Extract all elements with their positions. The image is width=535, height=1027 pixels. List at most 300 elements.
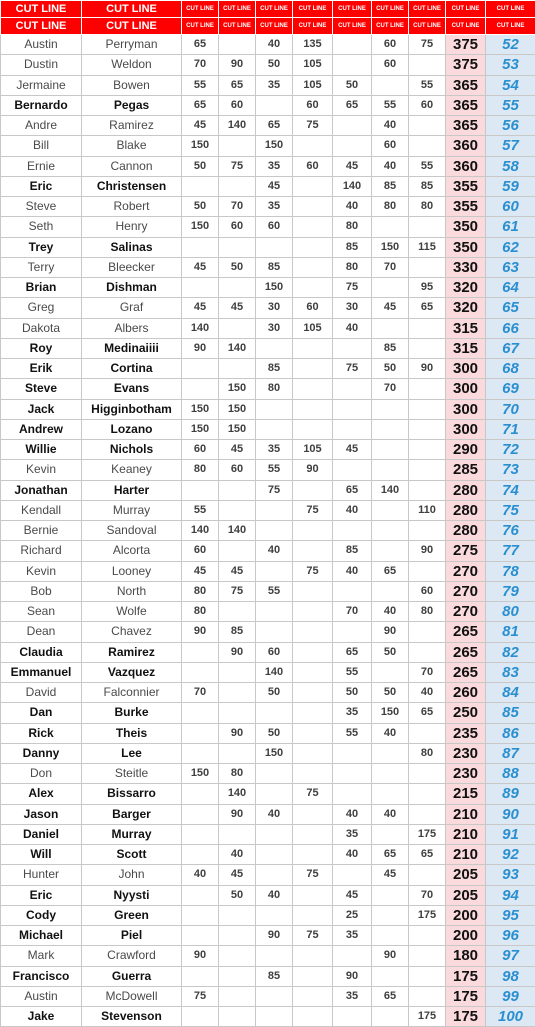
score-cell: 30 bbox=[333, 298, 372, 318]
score-cell: 150 bbox=[372, 703, 409, 723]
score-cell bbox=[182, 723, 219, 743]
last-name-cell: Ramirez bbox=[82, 642, 182, 662]
first-name-cell: David bbox=[1, 683, 82, 703]
table-row bbox=[1, 176, 535, 196]
score-cell: 150 bbox=[256, 136, 293, 156]
score-cell bbox=[409, 257, 446, 277]
score-cell: 85 bbox=[409, 176, 446, 196]
table-row bbox=[1, 480, 535, 500]
rank-cell: 60 bbox=[486, 197, 535, 217]
score-cell: 65 bbox=[182, 35, 219, 55]
first-name-cell: Kendall bbox=[1, 500, 82, 520]
score-cell: 40 bbox=[256, 35, 293, 55]
last-name-cell: Perryman bbox=[82, 35, 182, 55]
score-cell bbox=[409, 419, 446, 439]
score-cell: 40 bbox=[372, 723, 409, 743]
score-cell bbox=[372, 824, 409, 844]
score-cell bbox=[409, 318, 446, 338]
cut-line-cell: CUT LINE bbox=[446, 1, 486, 18]
rank-cell: 74 bbox=[486, 480, 535, 500]
score-cell: 80 bbox=[372, 197, 409, 217]
score-cell: 65 bbox=[256, 116, 293, 136]
first-name-cell: Greg bbox=[1, 298, 82, 318]
table-row bbox=[1, 845, 535, 865]
score-cell: 25 bbox=[333, 905, 372, 925]
score-cell: 75 bbox=[409, 35, 446, 55]
last-name-cell: Theis bbox=[82, 723, 182, 743]
score-cell bbox=[409, 926, 446, 946]
score-cell: 70 bbox=[219, 197, 256, 217]
score-cell: 175 bbox=[409, 824, 446, 844]
score-cell bbox=[372, 662, 409, 682]
first-name-cell: Bernie bbox=[1, 521, 82, 541]
total-points-cell: 360 bbox=[446, 156, 486, 176]
score-cell bbox=[333, 399, 372, 419]
score-cell bbox=[293, 581, 333, 601]
last-name-cell: Cannon bbox=[82, 156, 182, 176]
score-cell: 40 bbox=[409, 683, 446, 703]
score-cell: 50 bbox=[333, 683, 372, 703]
score-cell bbox=[293, 359, 333, 379]
cut-line-cell: CUT LINE bbox=[486, 1, 535, 18]
last-name-cell: Looney bbox=[82, 561, 182, 581]
rank-cell: 56 bbox=[486, 116, 535, 136]
score-cell bbox=[409, 946, 446, 966]
score-cell: 40 bbox=[333, 500, 372, 520]
score-cell bbox=[219, 926, 256, 946]
score-cell: 55 bbox=[256, 581, 293, 601]
first-name-cell: Eric bbox=[1, 885, 82, 905]
total-points-cell: 290 bbox=[446, 440, 486, 460]
score-cell bbox=[293, 885, 333, 905]
first-name-cell: Ernie bbox=[1, 156, 82, 176]
last-name-cell: Murray bbox=[82, 500, 182, 520]
rank-cell: 65 bbox=[486, 298, 535, 318]
table-row bbox=[1, 217, 535, 237]
score-cell bbox=[409, 440, 446, 460]
score-cell: 90 bbox=[372, 622, 409, 642]
rank-cell: 95 bbox=[486, 905, 535, 925]
total-points-cell: 270 bbox=[446, 602, 486, 622]
rank-cell: 70 bbox=[486, 399, 535, 419]
score-cell: 40 bbox=[256, 804, 293, 824]
score-cell bbox=[372, 905, 409, 925]
score-cell bbox=[409, 480, 446, 500]
total-points-cell: 275 bbox=[446, 541, 486, 561]
score-cell: 85 bbox=[256, 257, 293, 277]
score-cell bbox=[256, 845, 293, 865]
rank-cell: 98 bbox=[486, 966, 535, 986]
score-cell bbox=[333, 622, 372, 642]
score-cell: 55 bbox=[372, 95, 409, 115]
score-cell bbox=[219, 966, 256, 986]
score-cell: 35 bbox=[333, 824, 372, 844]
score-cell: 75 bbox=[182, 986, 219, 1006]
score-cell: 35 bbox=[256, 156, 293, 176]
score-cell: 75 bbox=[219, 581, 256, 601]
score-cell: 60 bbox=[372, 55, 409, 75]
rank-cell: 53 bbox=[486, 55, 535, 75]
score-cell: 105 bbox=[293, 75, 333, 95]
rank-cell: 97 bbox=[486, 946, 535, 966]
last-name-cell: Green bbox=[82, 905, 182, 925]
last-name-cell: Scott bbox=[82, 845, 182, 865]
first-name-cell: Austin bbox=[1, 986, 82, 1006]
score-cell bbox=[256, 95, 293, 115]
rank-cell: 90 bbox=[486, 804, 535, 824]
cut-line-cell: CUT LINE bbox=[372, 1, 409, 18]
table-row bbox=[1, 237, 535, 257]
score-cell bbox=[333, 743, 372, 763]
total-points-cell: 270 bbox=[446, 561, 486, 581]
score-cell: 75 bbox=[333, 278, 372, 298]
total-points-cell: 280 bbox=[446, 480, 486, 500]
score-cell bbox=[256, 561, 293, 581]
score-cell bbox=[293, 541, 333, 561]
score-cell: 50 bbox=[182, 156, 219, 176]
score-cell: 35 bbox=[333, 926, 372, 946]
cut-line-cell: CUT LINE bbox=[219, 18, 256, 35]
score-cell: 110 bbox=[409, 500, 446, 520]
total-points-cell: 320 bbox=[446, 298, 486, 318]
table-row bbox=[1, 986, 535, 1006]
table-row bbox=[1, 541, 535, 561]
score-cell bbox=[182, 743, 219, 763]
score-cell bbox=[409, 865, 446, 885]
score-cell: 150 bbox=[219, 419, 256, 439]
score-cell bbox=[182, 804, 219, 824]
score-cell: 90 bbox=[256, 926, 293, 946]
score-cell bbox=[409, 55, 446, 75]
total-points-cell: 365 bbox=[446, 95, 486, 115]
score-cell: 85 bbox=[372, 338, 409, 358]
score-cell bbox=[219, 683, 256, 703]
rank-cell: 85 bbox=[486, 703, 535, 723]
score-cell bbox=[372, 885, 409, 905]
score-cell bbox=[372, 318, 409, 338]
score-cell: 140 bbox=[182, 318, 219, 338]
score-cell: 50 bbox=[372, 642, 409, 662]
table-row bbox=[1, 662, 535, 682]
score-cell bbox=[219, 500, 256, 520]
first-name-cell: Dan bbox=[1, 703, 82, 723]
score-cell bbox=[409, 764, 446, 784]
score-cell bbox=[293, 622, 333, 642]
score-cell: 45 bbox=[256, 176, 293, 196]
table-row bbox=[1, 55, 535, 75]
last-name-cell: Evans bbox=[82, 379, 182, 399]
score-cell bbox=[219, 359, 256, 379]
first-name-cell: Dean bbox=[1, 622, 82, 642]
score-cell: 40 bbox=[372, 116, 409, 136]
rank-cell: 81 bbox=[486, 622, 535, 642]
score-cell: 140 bbox=[219, 338, 256, 358]
score-cell: 80 bbox=[256, 379, 293, 399]
total-points-cell: 270 bbox=[446, 581, 486, 601]
score-cell: 90 bbox=[219, 804, 256, 824]
table-row bbox=[1, 723, 535, 743]
score-cell: 140 bbox=[372, 480, 409, 500]
table-row bbox=[1, 440, 535, 460]
cut-line-cell: CUT LINE bbox=[256, 18, 293, 35]
rank-cell: 71 bbox=[486, 419, 535, 439]
table-row bbox=[1, 602, 535, 622]
first-name-cell: Steve bbox=[1, 379, 82, 399]
score-cell bbox=[219, 824, 256, 844]
score-cell bbox=[372, 419, 409, 439]
score-cell: 50 bbox=[372, 683, 409, 703]
last-name-cell: Crawford bbox=[82, 946, 182, 966]
score-cell: 90 bbox=[182, 338, 219, 358]
score-cell: 35 bbox=[333, 703, 372, 723]
first-name-cell: Will bbox=[1, 845, 82, 865]
rank-cell: 79 bbox=[486, 581, 535, 601]
score-cell bbox=[256, 338, 293, 358]
rank-cell: 57 bbox=[486, 136, 535, 156]
total-points-cell: 355 bbox=[446, 176, 486, 196]
score-cell: 55 bbox=[182, 75, 219, 95]
cut-line-cell: CUT LINE bbox=[333, 18, 372, 35]
score-cell: 40 bbox=[219, 845, 256, 865]
last-name-cell: Salinas bbox=[82, 237, 182, 257]
score-cell: 90 bbox=[409, 359, 446, 379]
score-cell: 105 bbox=[293, 55, 333, 75]
table-row bbox=[1, 703, 535, 723]
score-cell: 40 bbox=[372, 156, 409, 176]
score-cell bbox=[409, 116, 446, 136]
table-row bbox=[1, 865, 535, 885]
first-name-cell: Willie bbox=[1, 440, 82, 460]
score-cell: 85 bbox=[256, 359, 293, 379]
score-cell bbox=[372, 966, 409, 986]
score-cell: 150 bbox=[219, 379, 256, 399]
score-cell: 70 bbox=[333, 602, 372, 622]
last-name-cell: Lozano bbox=[82, 419, 182, 439]
score-cell bbox=[219, 176, 256, 196]
score-cell bbox=[409, 379, 446, 399]
table-row bbox=[1, 642, 535, 662]
score-cell: 80 bbox=[219, 764, 256, 784]
cut-line-cell: CUT LINE bbox=[82, 1, 182, 18]
score-cell: 150 bbox=[372, 237, 409, 257]
total-points-cell: 260 bbox=[446, 683, 486, 703]
score-cell bbox=[219, 946, 256, 966]
score-cell: 140 bbox=[182, 521, 219, 541]
score-cell: 80 bbox=[409, 197, 446, 217]
score-cell: 150 bbox=[256, 743, 293, 763]
score-cell: 40 bbox=[182, 865, 219, 885]
rank-cell: 83 bbox=[486, 662, 535, 682]
first-name-cell: Erik bbox=[1, 359, 82, 379]
score-cell: 70 bbox=[182, 683, 219, 703]
score-cell bbox=[333, 521, 372, 541]
last-name-cell: Christensen bbox=[82, 176, 182, 196]
cut-line-cell: CUT LINE bbox=[256, 1, 293, 18]
score-cell bbox=[219, 136, 256, 156]
score-cell bbox=[333, 460, 372, 480]
cut-line-cell: CUT LINE bbox=[182, 1, 219, 18]
score-cell: 35 bbox=[256, 440, 293, 460]
score-cell: 85 bbox=[256, 966, 293, 986]
score-cell bbox=[333, 35, 372, 55]
cut-line-row bbox=[1, 18, 535, 35]
total-points-cell: 375 bbox=[446, 55, 486, 75]
table-row bbox=[1, 764, 535, 784]
score-cell: 55 bbox=[409, 156, 446, 176]
total-points-cell: 355 bbox=[446, 197, 486, 217]
last-name-cell: Nyysti bbox=[82, 885, 182, 905]
rank-cell: 82 bbox=[486, 642, 535, 662]
total-points-cell: 230 bbox=[446, 743, 486, 763]
score-cell: 175 bbox=[409, 1007, 446, 1027]
last-name-cell: Albers bbox=[82, 318, 182, 338]
score-cell: 140 bbox=[219, 521, 256, 541]
score-cell: 65 bbox=[409, 703, 446, 723]
rank-cell: 66 bbox=[486, 318, 535, 338]
rank-cell: 94 bbox=[486, 885, 535, 905]
score-cell bbox=[372, 521, 409, 541]
score-cell bbox=[293, 723, 333, 743]
first-name-cell: Steve bbox=[1, 197, 82, 217]
score-cell bbox=[293, 602, 333, 622]
score-cell: 60 bbox=[182, 541, 219, 561]
rank-cell: 61 bbox=[486, 217, 535, 237]
score-cell: 55 bbox=[256, 460, 293, 480]
score-cell bbox=[256, 764, 293, 784]
score-cell: 45 bbox=[372, 865, 409, 885]
score-cell bbox=[219, 541, 256, 561]
score-cell: 60 bbox=[182, 440, 219, 460]
total-points-cell: 365 bbox=[446, 116, 486, 136]
score-cell bbox=[293, 197, 333, 217]
table-row bbox=[1, 905, 535, 925]
score-cell: 95 bbox=[409, 278, 446, 298]
score-cell: 60 bbox=[219, 95, 256, 115]
table-row bbox=[1, 116, 535, 136]
table-row bbox=[1, 500, 535, 520]
score-cell: 40 bbox=[333, 845, 372, 865]
total-points-cell: 175 bbox=[446, 986, 486, 1006]
score-cell bbox=[219, 318, 256, 338]
score-cell bbox=[293, 642, 333, 662]
last-name-cell: Burke bbox=[82, 703, 182, 723]
score-cell: 150 bbox=[182, 217, 219, 237]
score-cell bbox=[293, 966, 333, 986]
score-cell bbox=[293, 845, 333, 865]
last-name-cell: Harter bbox=[82, 480, 182, 500]
score-cell bbox=[372, 784, 409, 804]
total-points-cell: 210 bbox=[446, 845, 486, 865]
cut-line-cell: CUT LINE bbox=[293, 18, 333, 35]
score-cell bbox=[293, 662, 333, 682]
score-cell: 80 bbox=[409, 602, 446, 622]
first-name-cell: Bob bbox=[1, 581, 82, 601]
score-cell bbox=[333, 55, 372, 75]
score-cell: 150 bbox=[182, 136, 219, 156]
rank-cell: 73 bbox=[486, 460, 535, 480]
total-points-cell: 300 bbox=[446, 379, 486, 399]
last-name-cell: Bowen bbox=[82, 75, 182, 95]
score-cell: 70 bbox=[409, 885, 446, 905]
score-cell bbox=[372, 278, 409, 298]
rank-cell: 72 bbox=[486, 440, 535, 460]
score-cell bbox=[182, 905, 219, 925]
score-cell: 75 bbox=[293, 865, 333, 885]
first-name-cell: Austin bbox=[1, 35, 82, 55]
score-cell: 60 bbox=[372, 136, 409, 156]
score-cell: 65 bbox=[409, 298, 446, 318]
first-name-cell: Bill bbox=[1, 136, 82, 156]
score-cell bbox=[293, 986, 333, 1006]
score-cell bbox=[293, 946, 333, 966]
score-cell bbox=[409, 986, 446, 1006]
score-cell bbox=[372, 541, 409, 561]
score-cell: 60 bbox=[256, 642, 293, 662]
score-cell: 40 bbox=[372, 602, 409, 622]
score-cell bbox=[293, 419, 333, 439]
score-cell: 90 bbox=[219, 723, 256, 743]
table-row bbox=[1, 946, 535, 966]
score-cell bbox=[372, 581, 409, 601]
score-cell bbox=[219, 480, 256, 500]
table-row bbox=[1, 318, 535, 338]
total-points-cell: 285 bbox=[446, 460, 486, 480]
score-cell bbox=[409, 460, 446, 480]
score-cell: 45 bbox=[182, 298, 219, 318]
score-cell bbox=[293, 743, 333, 763]
last-name-cell: Higginbotham bbox=[82, 399, 182, 419]
score-cell: 85 bbox=[333, 541, 372, 561]
score-cell bbox=[293, 399, 333, 419]
score-cell: 65 bbox=[182, 95, 219, 115]
table-row bbox=[1, 379, 535, 399]
table-row bbox=[1, 419, 535, 439]
score-cell bbox=[333, 419, 372, 439]
last-name-cell: Nichols bbox=[82, 440, 182, 460]
score-cell: 75 bbox=[256, 480, 293, 500]
score-cell: 45 bbox=[219, 865, 256, 885]
first-name-cell: Cody bbox=[1, 905, 82, 925]
table-row bbox=[1, 75, 535, 95]
score-cell: 80 bbox=[333, 217, 372, 237]
first-name-cell: Sean bbox=[1, 602, 82, 622]
score-cell bbox=[409, 217, 446, 237]
total-points-cell: 200 bbox=[446, 926, 486, 946]
cut-line-cell: CUT LINE bbox=[409, 1, 446, 18]
score-cell: 60 bbox=[409, 95, 446, 115]
score-cell bbox=[182, 642, 219, 662]
score-cell bbox=[409, 561, 446, 581]
rank-cell: 63 bbox=[486, 257, 535, 277]
last-name-cell: Chavez bbox=[82, 622, 182, 642]
score-cell: 65 bbox=[219, 75, 256, 95]
last-name-cell: Murray bbox=[82, 824, 182, 844]
last-name-cell: North bbox=[82, 581, 182, 601]
first-name-cell: Danny bbox=[1, 743, 82, 763]
first-name-cell: Brian bbox=[1, 278, 82, 298]
total-points-cell: 235 bbox=[446, 723, 486, 743]
table-row bbox=[1, 804, 535, 824]
score-cell bbox=[256, 784, 293, 804]
score-cell: 75 bbox=[333, 359, 372, 379]
score-cell bbox=[409, 784, 446, 804]
table-row bbox=[1, 784, 535, 804]
rank-cell: 67 bbox=[486, 338, 535, 358]
score-cell: 80 bbox=[182, 460, 219, 480]
score-cell bbox=[372, 440, 409, 460]
score-cell: 60 bbox=[219, 460, 256, 480]
table-row bbox=[1, 257, 535, 277]
